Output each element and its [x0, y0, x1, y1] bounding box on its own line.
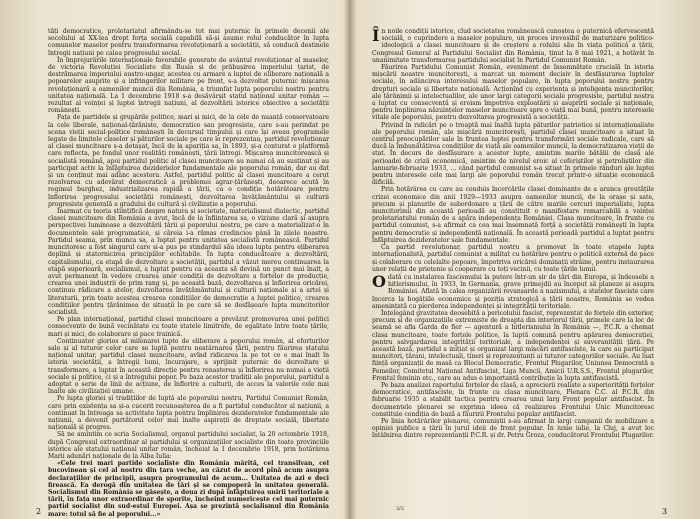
left-page-text-column: [48, 28, 329, 518]
paragraph: Înarmat cu teoria științifică despre natura și societate, materialismul dialectic, partidul clasei muncitoare din România a avut, încă de la înființarea sa, o viziune clară și asupra perspectivei luminoase a dezvoltării țării și poporului nostru, pe care a materializat-o în documentele sale programatice, și căreia i-a rămas credincios până în zilele noastre. Partidul seama, prin munca sa, a luptat pentru unitatea socialistă românească. Partidul muncitoresc a fost singurul care și-a pus pe stindardul său ideea lupta pentru eliberarea deplină și statornicirea principiilor echitabile. În lupta conducătoare a dezvoltării, capitalismului, ca etapă de dezvoltare a societății, partidul a văzut mereu continuarea la etapă superioară, socialismul, a luptat pentru ca aceasta să devină un punct mai înalt, a avut permanent în vedere crearea unor condiții de dezvoltare a forțelor de producție, crearea unei industrii de prim rang și, pe această bază, dezvoltarea și înflorirea oricărei, continuu rădicare a atelor, dezvoltarea învățământului și culturii naționale și a artei și literaturii, prin toate acestea crearea condițiilor de democrație a luptei politice, crearea condițiilor pentru țărănimea de situații în pe care să se desfășoare lupta muncitorilor socialistă.: [48, 208, 329, 316]
paragraph: Pe linia hotărârilor plenarei, comuniștii s-au afirmat în largi campanii de mobilizare a opiniei publice a țării în jurul ideii de front popular. În iunie iulie, la Cluj, a avut loc întâlnirea dintre reprezentanții P.C.R. și dr. Petru Groza, conducătorul Frontului Plugarilor.: [372, 417, 654, 440]
paragraph: Pe plan internațional, partidul clasei muncitoare a prevăzut promovarea unei politici consecvente de bună vecinătate cu toate statele limitrofe, de egalitate între toate țările, mari și mici, de colaborare și pace trainică.: [48, 316, 329, 338]
paragraph: Pe lupta gloriei și tradițiilor de luptă ale poporului nostru, Partidul Comunist Român, care prin existența sa și-a cucerit recunoașterea de a fi partidul conducător al națiunii, a continuat în întreaga sa activitate lupta pentru împlinirea dezideratelor fundamentale ale națiunii, a devenit purtătorul celor mai înalte aspirații de dreptate socială, libertate națională și progres.: [48, 395, 329, 432]
paragraph: Fața de partidele și grupările politice, mari și mici, de la cele de nuanță conservatoare la cele liberale, național-țărăniste, democratice sau progresiste, care s-au perindat pe scena vieții social-politice românești în decursul timpului și care își aveau programele legate de limitele claselor și păturilor sociale pe care le reprezentau, partidul revoluționar al clasei muncitoare s-a detașat, încă de la apariția sa, în 1893, și-a conturat o platformă care reflecta, pe fondul unor realități românești, țării întregi. Mișcarea muncitorească și socialistă română, apoi partidul politic al clasei muncitoare au numai că au susținut și au participat activ la înfăptuirea deziderielor fundamentale ale poporului român, dar au dat și un conținut mai adânc acestora. Astfel, partidul politic al clasei muncitoare a cerut rezolvarea cu adevărat democratică a problemei agrar-țărănești, deoarece acută în regimul burghez, industrializarea rapidă a țării, ca o condiție hotărâtoare pentru înflorirea progresului societății românești, dezvoltarea învățământului și culturii progresiste generală a gradului de cultură și civilizație a poporului.: [48, 114, 329, 208]
paragraph: Prin hotărârea cu care au conduis încercările clasei dominante de a arunca greutățile crizei economice din anii 1929—1933 asupra oamenilor muncii, de la orașe și sate, precum și planurile de subordonare a țării de către marile cercuri imperialiste, lupta muncitorimii din această perioadă au constituit o manifestare remarcabilă a voinței proletariatului român de a apăra independența României. Clasa muncitoare, în frunte cu partidul comunist, s-a afirmat ca cea mai însemnată forță a societății românești în lupta pentru democrație și independență națională. În această perioadă partidul a luptat pentru înfăptuirea dezideratelor sale fundamentale.: [372, 186, 654, 244]
paragraph: «Cele trei mari partide socialiste din România mărită, cel transilvan, cel bucovinean și cel al nostru din țara veche, au căzut de acord pînă acum asupra declarațiilor de principii, asupra programului de acum... Unitatea de azi e deci firească. Ea derogă din unitatea de țări și se compoperă în unitatea generală. Socialismul din România se găsește, a doua zi după înfăptuirea unirii teritoriale a țării, în fața unor extraordinar de sporite, încheind numericește cel mai puternic partid socialist din sud-estul Europei. Așa se prezintă socialismul din România mare: totul să fie al poporului...»: [48, 460, 329, 518]
paragraph: Continuator glorios al milenarei lupte de eliberare a poporului român, al eforturilor sale și al tuturor celor care se luptă pentru neatârnarea țării, pentru făurirea statului național unitar, partidul clasei muncitoare, avînd ridicarea la pe tot ce e mai înalt în istoria societății, a întregii lumi, încurajare, a sprijinit puternic de dezvoltare și transformare, a luptat în această direcție pentru renașterea și înflorirea nu numai a vieții sociale și politice, ci și a întregului popor. Pe baza acestor tradiții ale poporului, partidul a adoptat o serie de linii de acțiune, de înflorire a culturii, de acces la valorile cele mai înalte ale civilizației umane.: [48, 337, 329, 396]
paragraph: Ca partid revoluționar, partidul nostru a promovat în toate etapele lupta internaționalistă, partidul comunist a militat cu hotărâre pentru o politică externă de pace și colaborare cu celelalte popoare, împotriva oricărei dominații străine, pentru instaurarea unor relații de prietenie și cooperare cu toți vecinii, cu toate țările lumii.: [372, 244, 654, 273]
paragraph: Odată cu instalarea fascismului la putere într-un șir de țări din Europa, și îndeosebi a hitlerismului, în 1933, în Germania, grave primejdii au început să planeze și asupra României. Aflată în calea organizării revanșarde a nazismului, a statelor fasciste care încerca la bogățiile economice și poziția strategică a țării noastre, România se vedea amenințată cu pierderea independenței și integrității teritoriale.: [372, 271, 654, 310]
paragraph: În împrejurările internaționale favorabile generate de avântul revoluționar al maselor, de victoria Revoluției Socialiste din Rusia și de prăbușirea imperiului țarist, de destrămarea imperiului austro-ungar, acestea cu armare a luptei de eliberare națională a popoarelor asuprite și a infringerilor militare pe front, s-a dezvoltat puternic mișcarea revoluționară a oamenilor muncii din România, a triumfat lupta poporului nostru pentru unitatea națională. La 1 decembrie 1918 s-a desăvârșit statul național unitar român — rezultat al voinței și luptei întregii națiuni, al dezvoltării istorice obiective a societății românești.: [48, 56, 329, 115]
paragraph: Făurirea Partidului Comunist Român, eveniment de însemnătate crucială în istoria mișcării noastre muncitorești, a marcat un moment decisiv în desfășurarea luptelor sociale, în adâncirea interesului maselor populare, în lupta poporului nostru pentru drepturi sociale și libertate națională. Acționînd cu experiența și inteligența muncitorilor, ale țărănimii și intelectualilor, ale unor largi categorii sociale progresiste, partidul nostru a luptat cu consecvență și eroism împotriva exploatării și asupririi sociale și naționale, pentru împlinirea năzuințelor maselor muncitoare spre o viață mai bună, pentru interesele vitale ale poporului, pentru dezvoltarea progresistă a societății.: [372, 64, 654, 122]
paragraph: Privind în ridicări pe o treaptă mai înaltă lupta păturilor patriotice și internaționaliste ale poporului român, ale mișcării muncitorești, partidul clasei muncitoare a situat în centrul preocupărilor sale în fruntea luptei pentru transformări sociale radicale, care să ducă la îmbunătățirea condițiilor de viață ale oamenilor muncii, la democratizarea vieții de stat. În decurs de desfășurare a acestor lupte, amintim marile bătălii de clasă ale perioadei de criză economică, amintim de nivelul eroic al ceferiștilor și petroliștilor din ianuarie-februarie 1933, ... când partidul comunist s-a situat în primele rânduri ale luptei pentru interesele cele mai largi ale poporului român trecut printr-o situație economică dificilă.: [372, 121, 654, 187]
paragraph: Sā ne amintim ce scria Socialismul, organul partidului socialist, la 20 octombrie 1918, după Congresul extraordinar al partidului și organizațiilor socialiste din toate provinciile istorice ale statului național unitar român, încheiat la 1 decembrie 1918, prin hotărârea Marii adunări naționale de la Alba Iulia:: [48, 431, 329, 460]
gutter-printer-mark: 3/2: [396, 506, 405, 512]
right-page-text-column: [372, 28, 654, 488]
drop-cap: O: [372, 271, 386, 291]
right-page: [350, 0, 700, 519]
paragraph: Pe baza analizei raportului forțelor de clasă, a aprecierii realiste a superiorității forțelor democratice, antifasciste, în frunte cu clasa muncitoare, Plenara C.C. al P.C.R. din februarie 1935 a stabilit tactica pentru crearea unui larg Front popular antifascist. În documentele plenarei se exprima ideea că realizarea Frontului Unic Muncitoresc constituie condiția de bază a făuririi Frontului popular antifascist.: [372, 381, 654, 418]
paragraph: tăți democratice, proletariatul afirmându-se tot mai puternic în primele decenii ale secolului al XX-lea drept forța socială capabilă să-și asume rolul conducător în lupta comunelor maselor pentru transformarea revoluționară a societății, să conducă destinele întregii națiuni pe calea progresului social.: [48, 28, 329, 57]
paragraph: În noile condiții istorice, clud societatea românească cunoștea o puternică efervescență socială, o cuprindere a maselor populare, un proces irevesibil de maturizare politico-ideologică a clasei muncitoare și de creștere a rolului său în viața politică a țării, Congresul General al Partidului Socialist din România, ținut la 8 mai 1921, a hotărât în unanimitate transformarea partidului socialist în Partidul Comunist Român.: [372, 26, 654, 64]
left-page-number: 2: [36, 507, 42, 516]
right-page-number: 3: [662, 507, 668, 516]
paragraph: Înțelegând gravitatea deosebită a pericolului fascist, reprezentat de forțele din exterior, precum și de organizațiile extremiste de dreapta din interiorul țării, primele care la loc de seamă se afla Garda de fier — agentură a hitlerismului în România —, P.C.R. a chemat clasa muncitoare, toate forțele politice, la luptă comună pentru apărarea democrației, pentru salvgardarea integrității teritoriale, a independenței și suveranității țării. Pe această bază, partidul a inițiat și organizat largi mișcări antifasciste, la care au participat muncitori, țărani, intelectuali, tineri și reprezentanți ai tuturor categoriilor sociale. Au luat ființă organizații de masă ca Blocul Democratic, Frontul Plugarilor, Uniunea Democrată a Femeilor, Comitetul Național Antifascist, Liga Muncii, Amicii U.R.S.S., Frontul plugarilor, Frontul feminin etc., care au adus o importantă contribuție la lupta antifascistă.: [372, 309, 654, 382]
drop-cap: Î: [372, 26, 380, 45]
